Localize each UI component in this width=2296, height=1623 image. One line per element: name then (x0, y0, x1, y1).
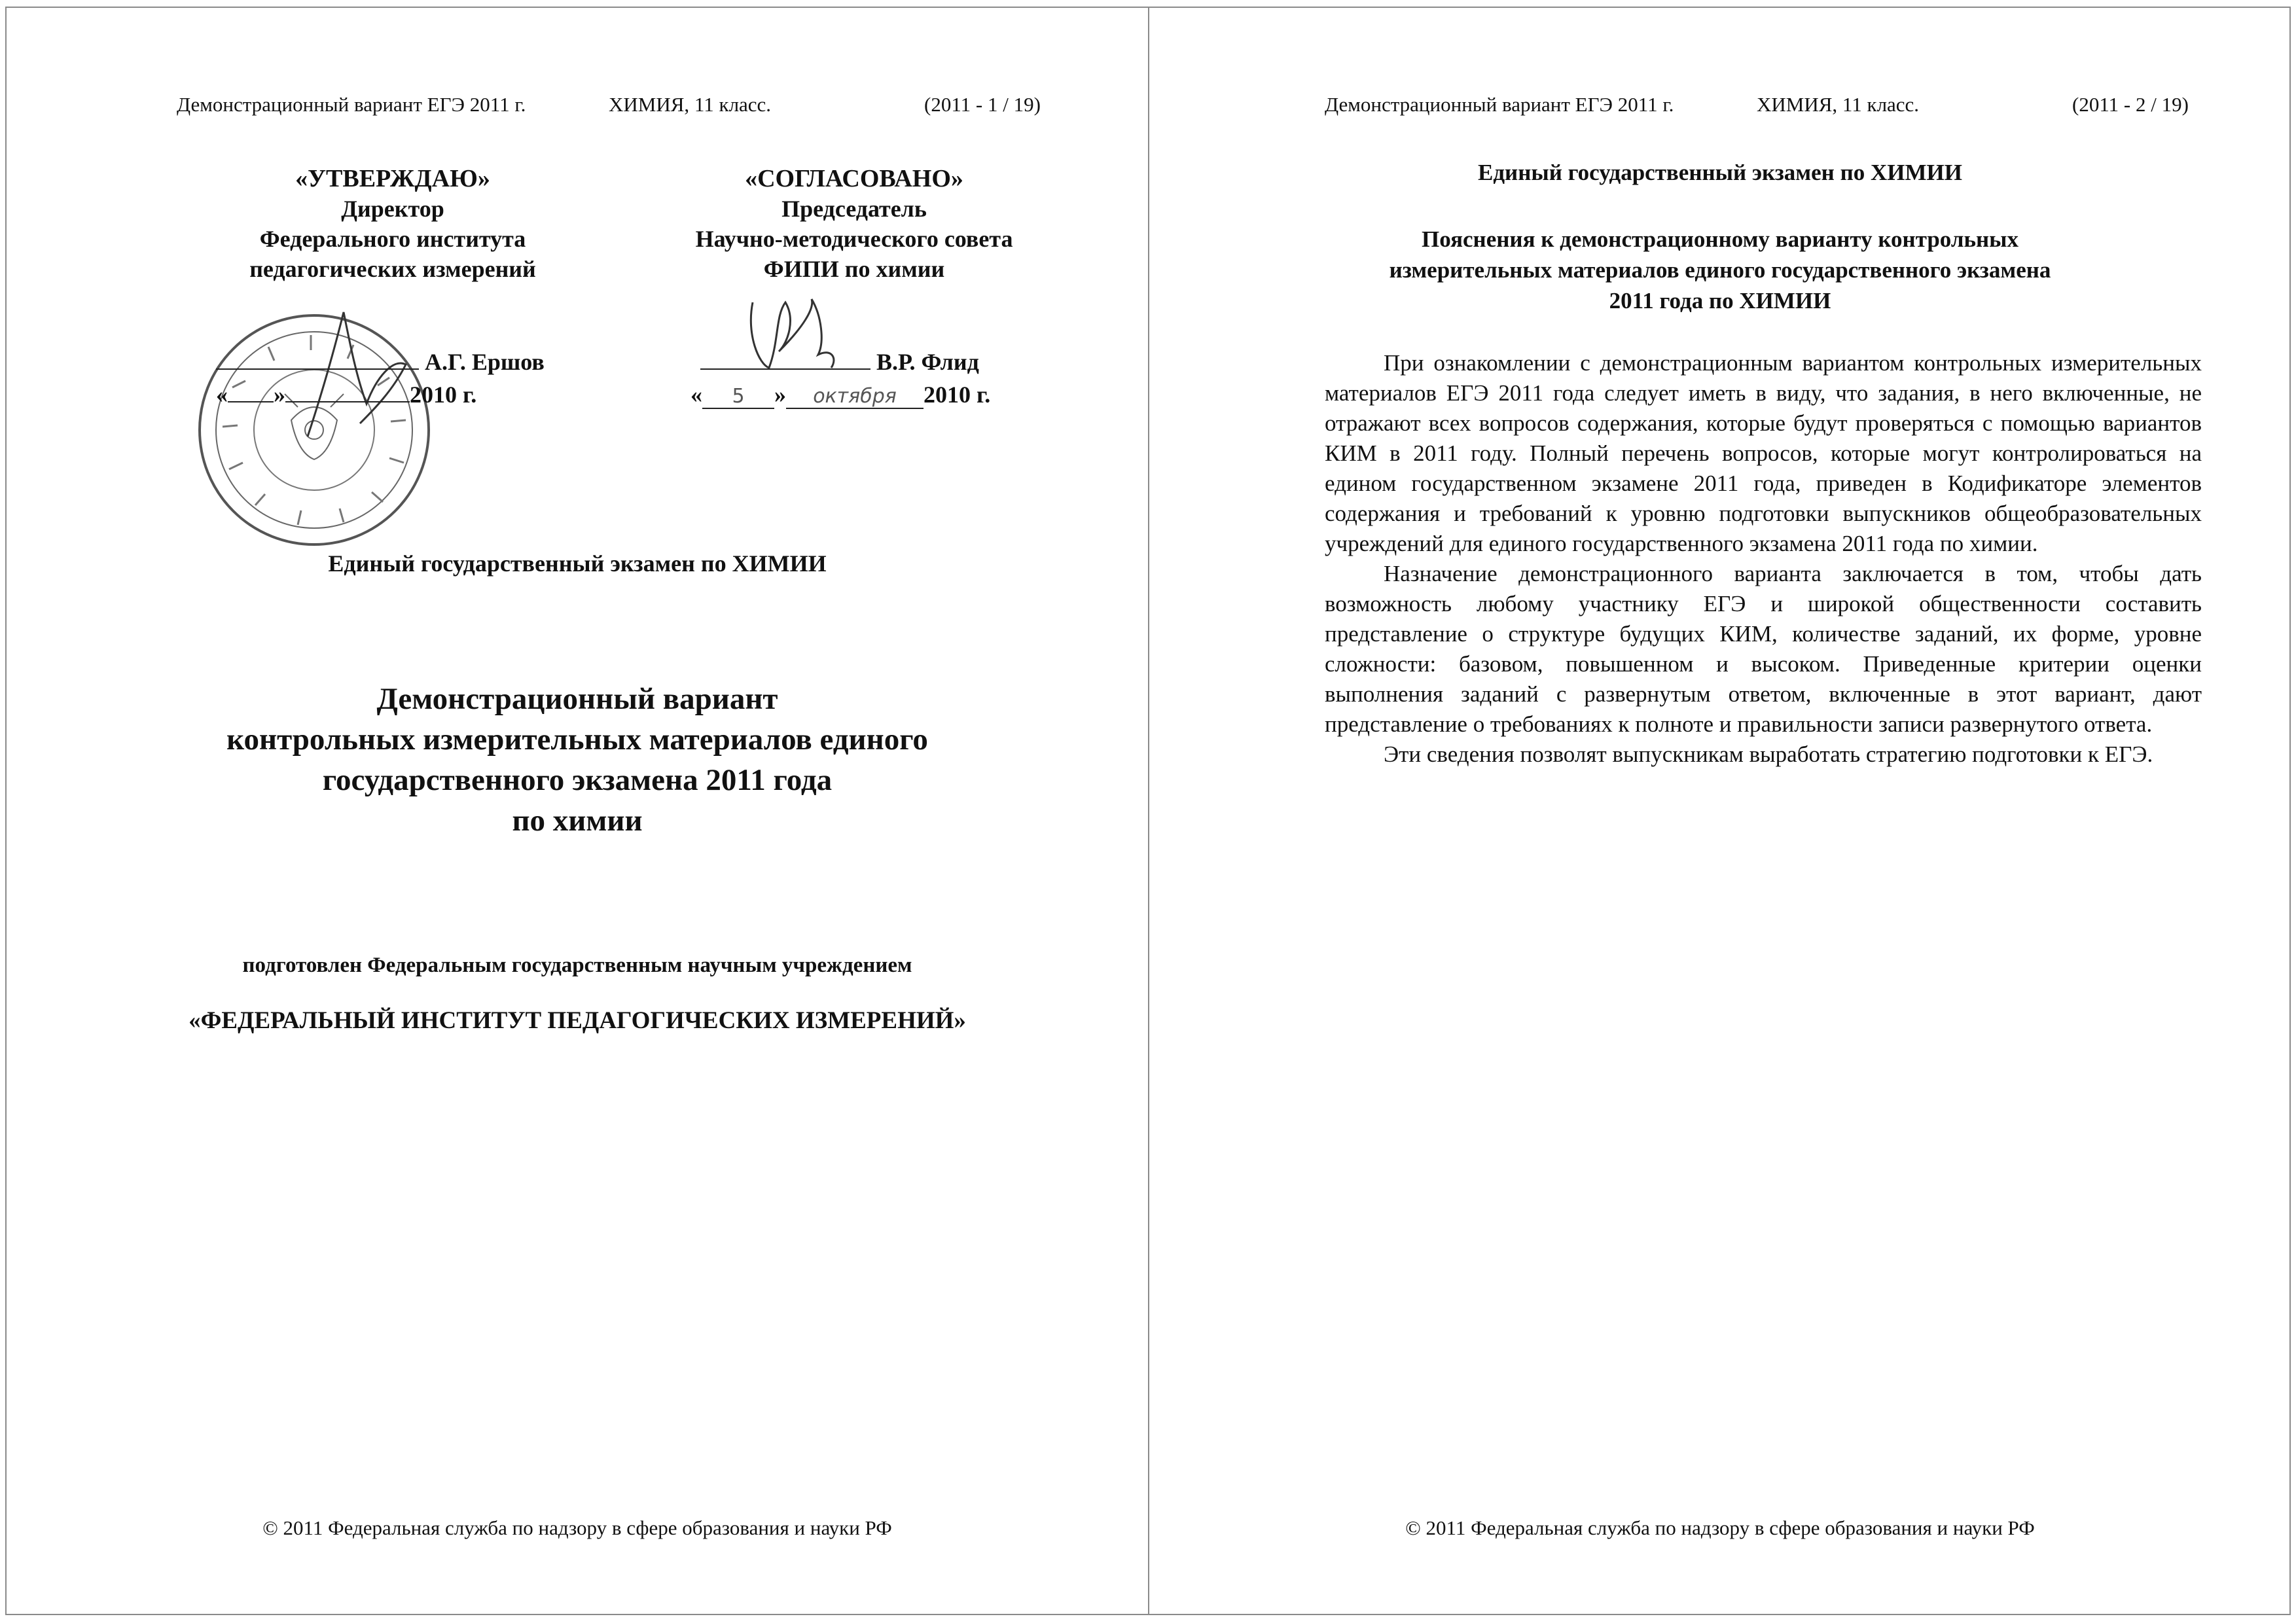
agreement-date-mid: » (774, 382, 786, 408)
approval-title: «УТВЕРЖДАЮ» (295, 165, 490, 192)
explanation-title-line: измерительных материалов единого государственного экзамена (1389, 257, 2051, 283)
document-spread (5, 7, 2291, 1615)
agreement-title: «СОГЛАСОВАНО» (745, 165, 963, 192)
agreement-signature-line (700, 348, 979, 376)
copyright-footer: © 2011 Федеральная служба по надзору в сфере образования и науки РФ (1405, 1516, 2035, 1539)
approval-year: 2010 г. (410, 382, 477, 408)
document-title-line: Демонстрационный вариант (376, 682, 778, 716)
header-subject: ХИМИЯ, 11 класс. (1757, 93, 1920, 116)
approval-org-line2: педагогических измерений (249, 256, 536, 282)
document-title-line: государственного экзамена 2011 года (322, 763, 833, 797)
agreement-signer: В.Р. Флид (876, 349, 979, 375)
header-page-number: (2011 - 1 / 19) (924, 93, 1041, 116)
page-2 (1149, 8, 2291, 1614)
approval-position: Директор (341, 196, 444, 222)
approval-date-mid: » (274, 382, 285, 408)
prepared-by: подготовлен Федеральным государственным научным учреждением (242, 954, 912, 977)
header-page-number: (2011 - 2 / 19) (2072, 93, 2189, 116)
agreement-date-line (691, 381, 990, 409)
header-subject: ХИМИЯ, 11 класс. (609, 93, 772, 116)
approval-date-line (216, 381, 476, 408)
page-1 (7, 8, 1149, 1614)
header-title: Демонстрационный вариант ЕГЭ 2011 г. (177, 93, 526, 116)
explanation-title-line: Пояснения к демонстрационному варианту контрольных (1422, 226, 2018, 252)
paragraph: Эти сведения позволят выпускникам выработать стратегию подготовки к ЕГЭ. (1384, 741, 2153, 767)
approval-org-line1: Федерального института (259, 226, 526, 252)
header-title: Демонстрационный вариант ЕГЭ 2011 г. (1325, 93, 1674, 116)
copyright-footer: © 2011 Федеральная служба по надзору в сфере образования и науки РФ (262, 1516, 892, 1539)
approval-block (183, 164, 602, 284)
document-title-line: по химии (512, 804, 643, 838)
agreement-year: 2010 г. (924, 382, 991, 408)
approval-signature-line (216, 348, 545, 376)
agreement-position: Председатель (781, 196, 927, 222)
exam-title: Единый государственный экзамен по ХИМИИ (328, 550, 827, 577)
paragraph: Назначение демонстрационного варианта заключается в том, чтобы дать возможность любому участнику ЕГЭ и широкой общественности составить представление о структуре будущих КИМ, количестве заданий, их форме, уровне сложности: базовом, повышенном и высоком. Приведенные критерии оценки выполнения заданий с развернутым ответом, включенные в этот вариант, дают представление о требованиях к полноте и правильности записи развернутого ответа. (1325, 561, 2202, 737)
exam-title: Единый государственный экзамен по ХИМИИ (1477, 160, 1962, 185)
explanation-title-line: 2011 года по ХИМИИ (1609, 288, 1831, 313)
approval-signer: А.Г. Ершов (425, 349, 545, 375)
paragraph: При ознакомлении с демонстрационным вариантом контрольных измерительных материалов ЕГЭ 2011 года следует иметь в виду, что задания, в него включенные, не отражают всех вопросов содержания, которые будут проверяться с помощью вариантов КИМ в 2011 году. Полный перечень вопросов, которые могут контролироваться на едином государственном экзамене 2011 года, приведен в Кодификаторе элементов содержания и требований к уровню подготовки выпускников общеобразовательных учреждений для единого государственного экзамена 2011 года по химии. (1325, 350, 2202, 556)
approval-date-open: « (216, 382, 228, 408)
agreement-date-open: « (691, 382, 702, 408)
document-title-line: контрольных измерительных материалов единого (226, 722, 928, 757)
agreement-day: 5 (702, 385, 774, 409)
agreement-month: октября (786, 385, 924, 409)
document-title (7, 679, 1148, 841)
institute-name: «ФЕДЕРАЛЬНЫЙ ИНСТИТУТ ПЕДАГОГИЧЕСКИХ ИЗМЕРЕНИЙ» (188, 1007, 966, 1034)
agreement-org-line1: Научно-методического совета (695, 226, 1013, 252)
agreement-org-line2: ФИПИ по химии (763, 256, 945, 282)
explanation-title (1149, 224, 2291, 316)
agreement-block (645, 164, 1064, 284)
explanation-body (1325, 348, 2202, 770)
